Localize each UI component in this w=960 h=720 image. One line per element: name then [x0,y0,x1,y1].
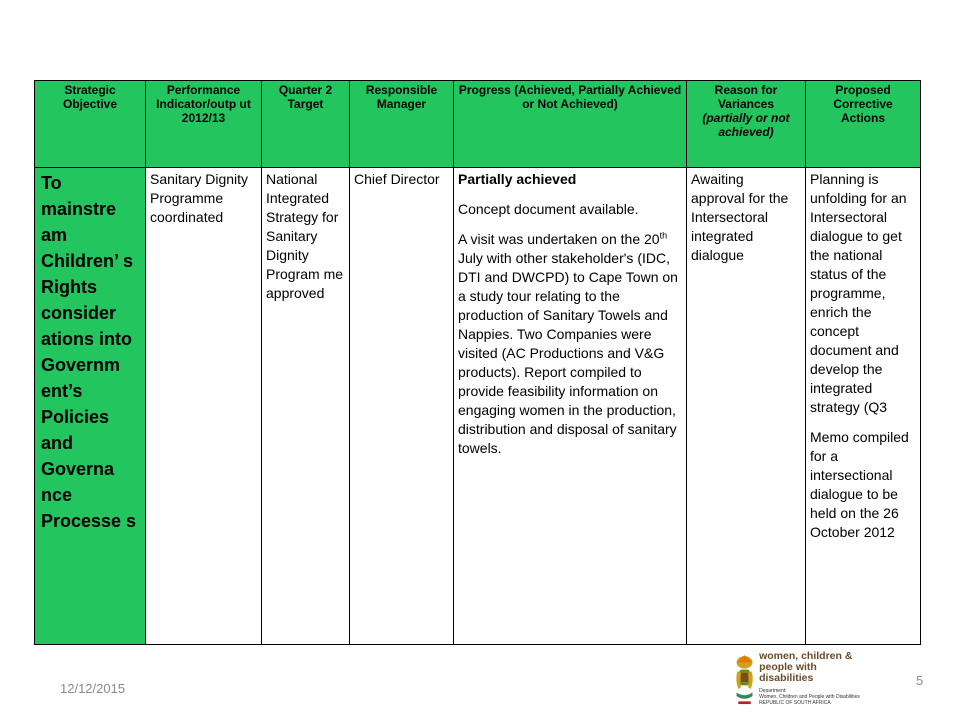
logo-department-name: Women, Children and People with Disabilities [759,694,860,700]
department-logo [733,650,861,720]
coat-of-arms-icon [733,650,756,712]
cell-corrective-actions [806,168,921,645]
header-corrective-actions: Proposed Corrective Actions [806,81,921,168]
progress-paragraph-2 [458,230,682,458]
header-quarter-2-target: Quarter 2 Target [262,81,350,168]
footer-date: 12/12/2015 [60,681,126,696]
progress-status: Partially achieved [458,171,577,187]
header-reason-italic: (partially or not achieved) [702,111,790,139]
header-strategic-objective: Strategic Objective [35,81,146,168]
cell-strategic-objective: To mainstre am Children’ s Rights consider ations into Governm ent’s Policies and Governa nce Processe s [35,168,146,645]
header-responsible-manager: Responsible Manager [350,81,454,168]
progress-table [34,80,921,645]
logo-country: REPUBLIC OF SOUTH AFRICA [759,700,831,706]
progress-p2-rest: July with other stakeholder's (IDC, DTI and DWCPD) to Cape Town on a study tour relating to the production of Sanitary Towels and Nappies. Two Companies were visited (AC Productions and V&G products). Report compiled to provide feasibility information on engaging women in the production, distribution and disposal of sanitary towels. [458,250,678,456]
header-reason-label: Reason for Variances [714,83,778,111]
cell-quarter-2-target: National Integrated Strategy for Sanitary Dignity Program me approved [262,168,350,645]
cell-performance-indicator: Sanitary Dignity Programme coordinated [146,168,262,645]
logo-line-2: people with disabilities [759,661,817,684]
cell-reason-for-variances: Awaiting approval for the Intersectoral integrated dialogue [687,168,806,645]
cell-progress [454,168,687,645]
logo-department-label: Department: [759,688,787,694]
header-row [35,81,921,168]
header-reason-for-variances [687,81,806,168]
cell-responsible-manager: Chief Director [350,168,454,645]
progress-paragraph-1: Concept document available. [458,201,639,217]
actions-paragraph-2: Memo compiled for a intersectional dialogue to be held on the 26 October 2012 [810,429,909,540]
table-row [35,168,921,645]
actions-paragraph-1: Planning is unfolding for an Intersectoral dialogue to get the national status of the programme, enrich the concept document and develop the integrated strategy (Q3 [810,171,907,415]
header-progress: Progress (Achieved, Partially Achieved or Not Achieved) [454,81,687,168]
progress-p2-superscript: th [659,230,668,241]
progress-p2-start: A visit was undertaken on the 20 [458,231,660,247]
logo-line-1: women, children & [759,650,853,662]
page-number: 5 [916,673,924,688]
header-performance-indicator: Performance Indicator/outp ut 2012/13 [146,81,262,168]
